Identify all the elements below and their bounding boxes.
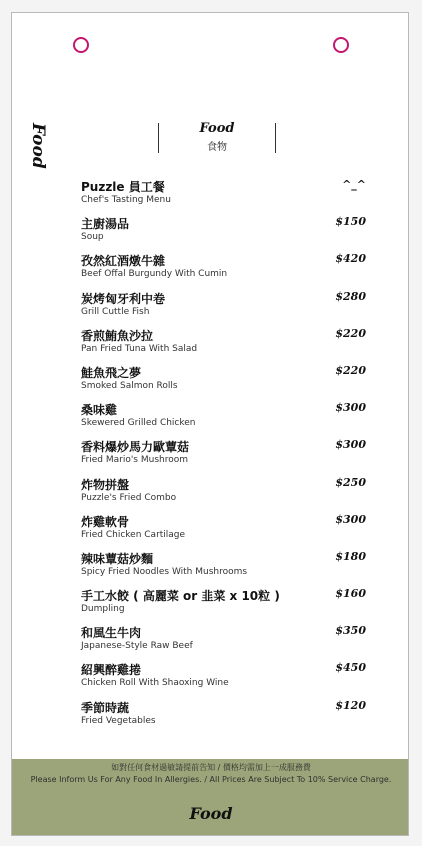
item-price: $300 xyxy=(335,512,366,526)
menu-item xyxy=(81,252,371,289)
item-name-en: Fried Chicken Cartilage xyxy=(81,529,186,540)
item-price: $250 xyxy=(335,475,366,489)
item-price: $180 xyxy=(335,549,366,563)
item-name-zh: Puzzle 員工餐 xyxy=(81,180,165,194)
menu-item xyxy=(81,624,371,661)
item-name-en: Chef's Tasting Menu xyxy=(81,195,171,205)
item-name-en: Spicy Fried Noodles With Mushrooms xyxy=(81,566,248,577)
item-price: $160 xyxy=(335,587,366,601)
menu-item xyxy=(81,290,371,327)
item-price: $300 xyxy=(335,401,366,415)
item-name-en: Skewered Grilled Chicken xyxy=(81,418,196,429)
item-price: $280 xyxy=(335,289,366,303)
menu-item xyxy=(81,364,371,401)
punch-hole-right-icon xyxy=(333,37,349,53)
menu-item xyxy=(81,438,371,475)
item-name-en: Japanese-Style Raw Beef xyxy=(81,641,193,652)
footer xyxy=(12,759,409,836)
item-name-en: Fried Vegetables xyxy=(81,715,156,726)
header-divider-right xyxy=(275,123,276,153)
item-name-zh: 辣味蕈菇炒麵 xyxy=(81,551,154,566)
item-name-en: Pan Fried Tuna With Salad xyxy=(81,343,198,354)
item-price: ^_^ xyxy=(342,178,366,191)
item-price: $350 xyxy=(335,624,366,638)
item-price: $300 xyxy=(335,438,366,452)
item-name-en: Smoked Salmon Rolls xyxy=(81,380,178,391)
item-name-zh: 炸雞軟骨 xyxy=(81,514,130,529)
item-name-zh: 主廚湯品 xyxy=(81,217,130,232)
item-price: $450 xyxy=(335,661,366,675)
item-name-zh: 炸物拼盤 xyxy=(81,477,130,492)
item-name-en: Puzzle's Fried Combo xyxy=(81,492,177,503)
menu-card xyxy=(11,12,409,836)
menu-list xyxy=(81,178,371,736)
menu-item xyxy=(81,327,371,364)
item-price: $120 xyxy=(335,698,366,712)
item-name-zh: 桑味雞 xyxy=(81,403,118,418)
item-price: $220 xyxy=(335,326,366,340)
menu-item xyxy=(81,699,371,736)
menu-item xyxy=(81,476,371,513)
item-name-zh: 香煎鮪魚沙拉 xyxy=(81,328,154,343)
menu-item xyxy=(81,178,371,215)
item-name-zh: 紹興醉雞捲 xyxy=(81,663,142,678)
item-name-zh: 炭烤匈牙利中卷 xyxy=(81,291,166,306)
menu-item xyxy=(81,513,371,550)
item-name-zh: 季節時蔬 xyxy=(81,700,130,715)
item-name-zh: 孜然紅酒燉牛雜 xyxy=(81,254,166,269)
item-name-en: Dumpling xyxy=(81,604,125,615)
footer-note-zh: 如對任何食材過敏請提前告知 / 價格均需加上一成服務費 xyxy=(111,763,311,772)
item-price: $420 xyxy=(335,252,366,266)
side-title: Food xyxy=(28,123,48,169)
menu-item xyxy=(81,550,371,587)
item-name-zh: 鮭魚飛之夢 xyxy=(81,365,142,380)
section-title-en: Food xyxy=(199,121,235,136)
punch-hole-left-icon xyxy=(73,37,89,53)
menu-item xyxy=(81,661,371,698)
item-name-en: Grill Cuttle Fish xyxy=(81,306,150,317)
menu-item xyxy=(81,587,371,624)
section-title-zh: 食物 xyxy=(207,142,227,153)
item-name-zh: 手工水餃 ( 高麗菜 or 韭菜 x 10粒 ) xyxy=(81,589,280,604)
item-name-en: Chicken Roll With Shaoxing Wine xyxy=(81,678,229,689)
footer-title: Food xyxy=(189,804,233,823)
footer-note-en: Please Inform Us For Any Food In Allergies. / All Prices Are Subject To 10% Service Charge. xyxy=(30,775,392,784)
item-price: $220 xyxy=(335,363,366,377)
menu-item xyxy=(81,215,371,252)
item-name-en: Beef Offal Burgundy With Cumin xyxy=(81,269,228,280)
item-name-en: Fried Mario's Mushroom xyxy=(81,455,188,466)
item-name-zh: 和風生牛肉 xyxy=(81,626,142,641)
item-name-en: Soup xyxy=(81,232,104,243)
item-name-zh: 香料爆炒馬力歐蕈菇 xyxy=(81,440,190,455)
item-price: $150 xyxy=(335,215,366,229)
menu-item xyxy=(81,401,371,438)
